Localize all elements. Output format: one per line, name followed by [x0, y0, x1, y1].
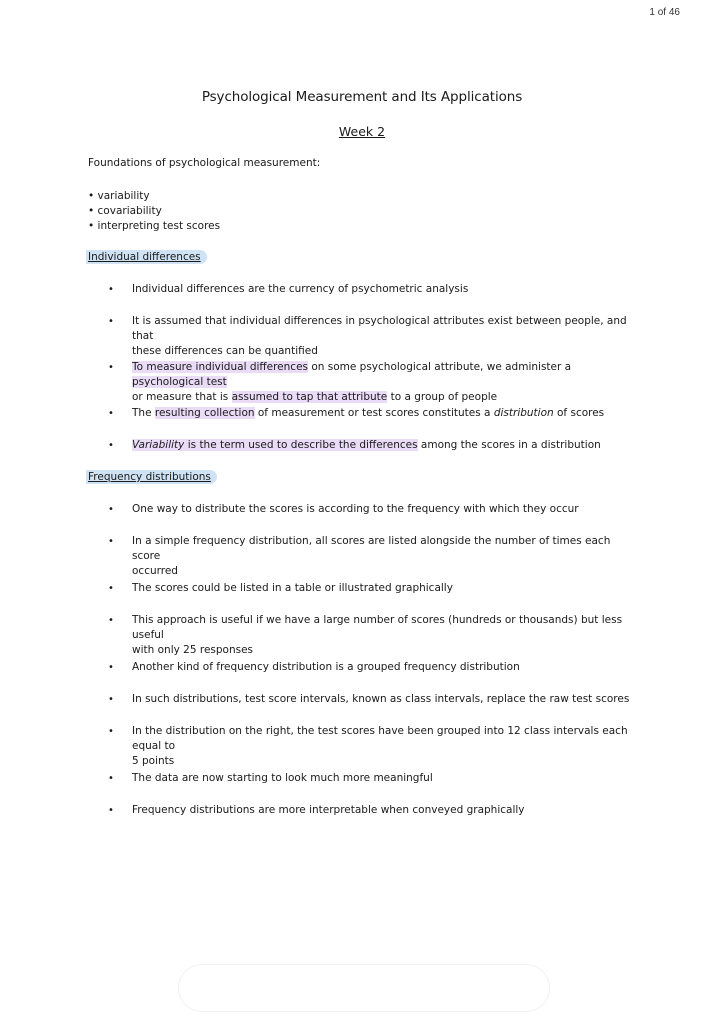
list-item-text	[132, 438, 632, 453]
highlight: To measure individual differences	[132, 361, 308, 373]
faint-watermark	[178, 964, 550, 1012]
emphasis: distribution	[493, 407, 554, 419]
topic-item: • covariability	[88, 205, 162, 217]
week-heading: Week 2	[338, 124, 386, 139]
text-run: on some psychological attribute, we administer a	[308, 361, 572, 373]
topic-item: • variability	[88, 190, 150, 202]
highlight: psychological test	[132, 376, 227, 388]
list-item-text	[132, 314, 632, 359]
text-run: to a group of people	[387, 391, 498, 403]
list-item-text: The scores could be listed in a table or illustrated graphically	[132, 582, 453, 594]
section-heading-individual-differences: Individual differences	[86, 250, 207, 264]
text-run: among the scores in a distribution	[417, 439, 601, 451]
text-run: of scores	[553, 407, 605, 419]
text-line: This approach is useful if we have a large number of scores (hundreds or thousands) but less useful	[132, 614, 623, 641]
bullet-icon: •	[108, 316, 114, 327]
text-line: In a simple frequency distribution, all scores are listed alongside the number of times each score	[132, 535, 611, 562]
list-item-text: Another kind of frequency distribution is a grouped frequency distribution	[132, 661, 520, 673]
bullet-icon: •	[108, 726, 114, 737]
bullet-icon: •	[108, 583, 114, 594]
list-item-text: The data are now starting to look much more meaningful	[132, 772, 433, 784]
bullet-icon: •	[108, 615, 114, 626]
bullet-icon: •	[108, 805, 114, 816]
list-item-text: In such distributions, test score intervals, known as class intervals, replace the raw test scores	[132, 693, 630, 705]
section-heading-frequency-distributions: Frequency distributions	[86, 470, 217, 484]
topic-list	[88, 189, 220, 234]
page-counter: 1 of 46	[649, 7, 680, 18]
list-item-text: Frequency distributions are more interpretable when conveyed graphically	[132, 804, 525, 816]
highlight: resulting collection	[154, 407, 255, 419]
document-title: Psychological Measurement and Its Applications	[201, 89, 523, 105]
list-item-text	[132, 406, 632, 421]
text-run: of measurement or test scores constitutes a	[254, 407, 494, 419]
bullet-icon: •	[108, 694, 114, 705]
list-item-text: One way to distribute the scores is according to the frequency with which they occur	[132, 503, 579, 515]
bullet-icon: •	[108, 408, 114, 419]
list-item-text	[132, 724, 632, 769]
list-item-text	[132, 360, 632, 405]
text-run: The	[132, 407, 155, 419]
text-line: occurred	[132, 565, 178, 577]
bullet-icon: •	[108, 536, 114, 547]
list-item-text	[132, 534, 632, 579]
text-line: It is assumed that individual differences in psychological attributes exist between people, and that	[132, 315, 627, 342]
intro-text: Foundations of psychological measurement:	[88, 157, 321, 169]
bullet-icon: •	[108, 504, 114, 515]
text-run: or measure that is	[132, 391, 232, 403]
highlight: Variability	[132, 439, 185, 451]
bullet-icon: •	[108, 662, 114, 673]
highlight: is the term used to describe the differences	[184, 439, 418, 451]
topic-item: • interpreting test scores	[88, 220, 221, 232]
bullet-icon: •	[108, 440, 114, 451]
text-line: In the distribution on the right, the test scores have been grouped into 12 class intervals each equal to	[132, 725, 628, 752]
bullet-icon: •	[108, 773, 114, 784]
bullet-icon: •	[108, 284, 114, 295]
list-item-text: Individual differences are the currency of psychometric analysis	[132, 283, 469, 295]
text-line: these differences can be quantified	[132, 345, 318, 357]
list-item-text	[132, 613, 632, 658]
highlight: assumed to tap that attribute	[231, 391, 388, 403]
bullet-icon: •	[108, 362, 114, 373]
text-line: 5 points	[132, 755, 175, 767]
text-line: with only 25 responses	[132, 644, 254, 656]
